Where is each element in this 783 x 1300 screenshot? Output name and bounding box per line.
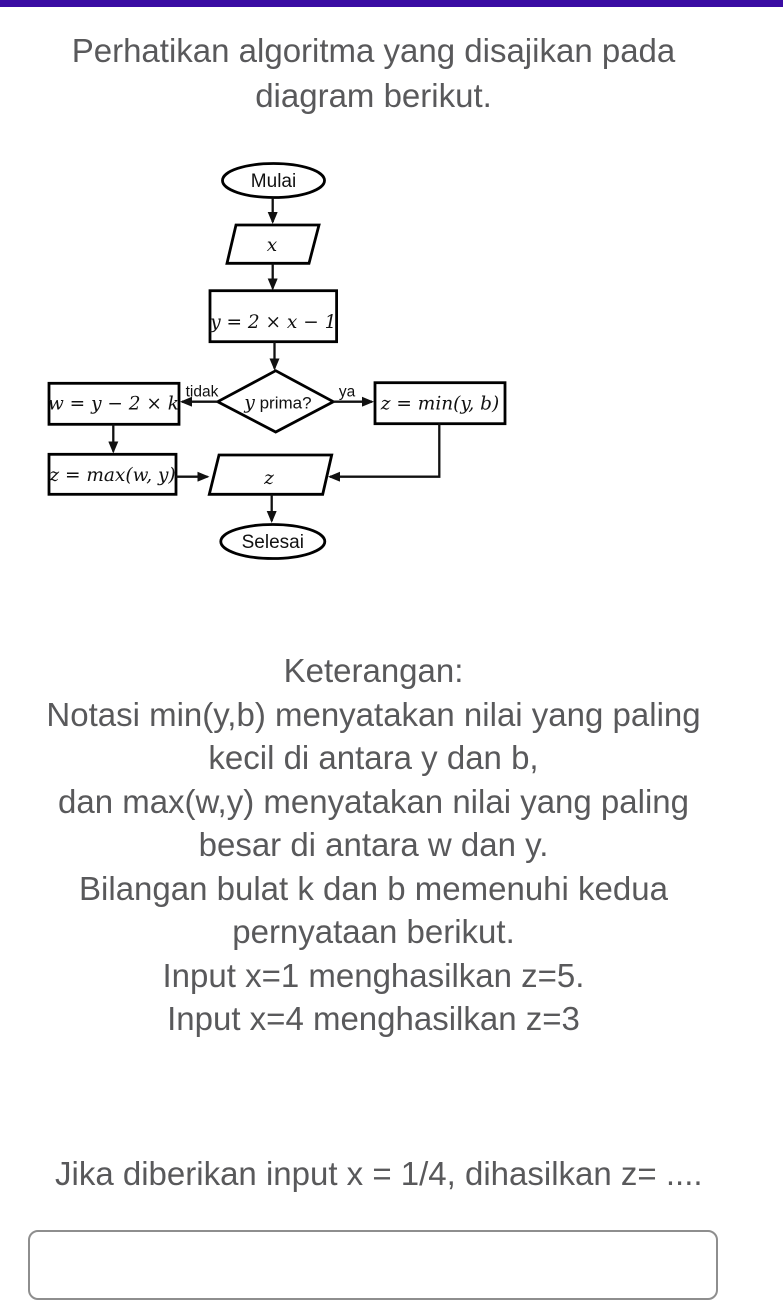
notes-line: Bilangan bulat k dan b memenuhi kedua	[79, 869, 668, 907]
notes-line: Input x=1 menghasilkan z=5.	[162, 956, 585, 994]
question-intro-line-2: diagram berikut.	[255, 77, 492, 114]
app-top-bar	[0, 0, 783, 7]
question-intro	[28, 28, 719, 118]
flow-arrow-yes-to-output	[330, 423, 439, 476]
algorithm-flowchart	[30, 145, 530, 585]
decision-no-label: tidak	[185, 383, 219, 401]
answer-input[interactable]	[28, 1230, 718, 1300]
yes-process-node-label: z = min(y, b)	[380, 393, 500, 415]
notes-line: pernyataan berikut.	[232, 913, 515, 950]
notes-line: besar di antara w dan y.	[198, 826, 549, 863]
notes-line: dan max(w,y) menyatakan nilai yang paling	[57, 782, 689, 820]
notes-line: Notasi min(y,b) menyatakan nilai yang paling	[46, 695, 701, 733]
question-intro-line-1: Perhatikan algoritma yang disajikan pada	[71, 32, 676, 69]
output-node-label: z	[264, 468, 274, 489]
notes-block	[28, 649, 719, 1041]
decision-yes-label: ya	[338, 383, 356, 401]
question-text: Jika diberikan input x = 1/4, dihasilkan z= ....	[55, 1155, 703, 1192]
notes-line: Input x=4 menghasilkan z=3	[167, 1000, 580, 1037]
decision-variable: y	[244, 392, 255, 414]
notes-line: kecil di antara y dan b,	[208, 739, 539, 776]
no-process2-node-label: z = max(w, y)	[49, 465, 176, 486]
start-node-label: Mulai	[250, 171, 297, 192]
decision-node-label	[243, 393, 311, 414]
process1-node-label: y = 2 × x − 1	[210, 312, 337, 333]
end-node-label: Selesai	[241, 532, 304, 553]
input-node-label: x	[266, 235, 278, 256]
decision-text: prima?	[254, 393, 312, 413]
notes-heading: Keterangan:	[283, 652, 464, 689]
no-process1-node-label: w = y − 2 × k	[47, 393, 180, 415]
